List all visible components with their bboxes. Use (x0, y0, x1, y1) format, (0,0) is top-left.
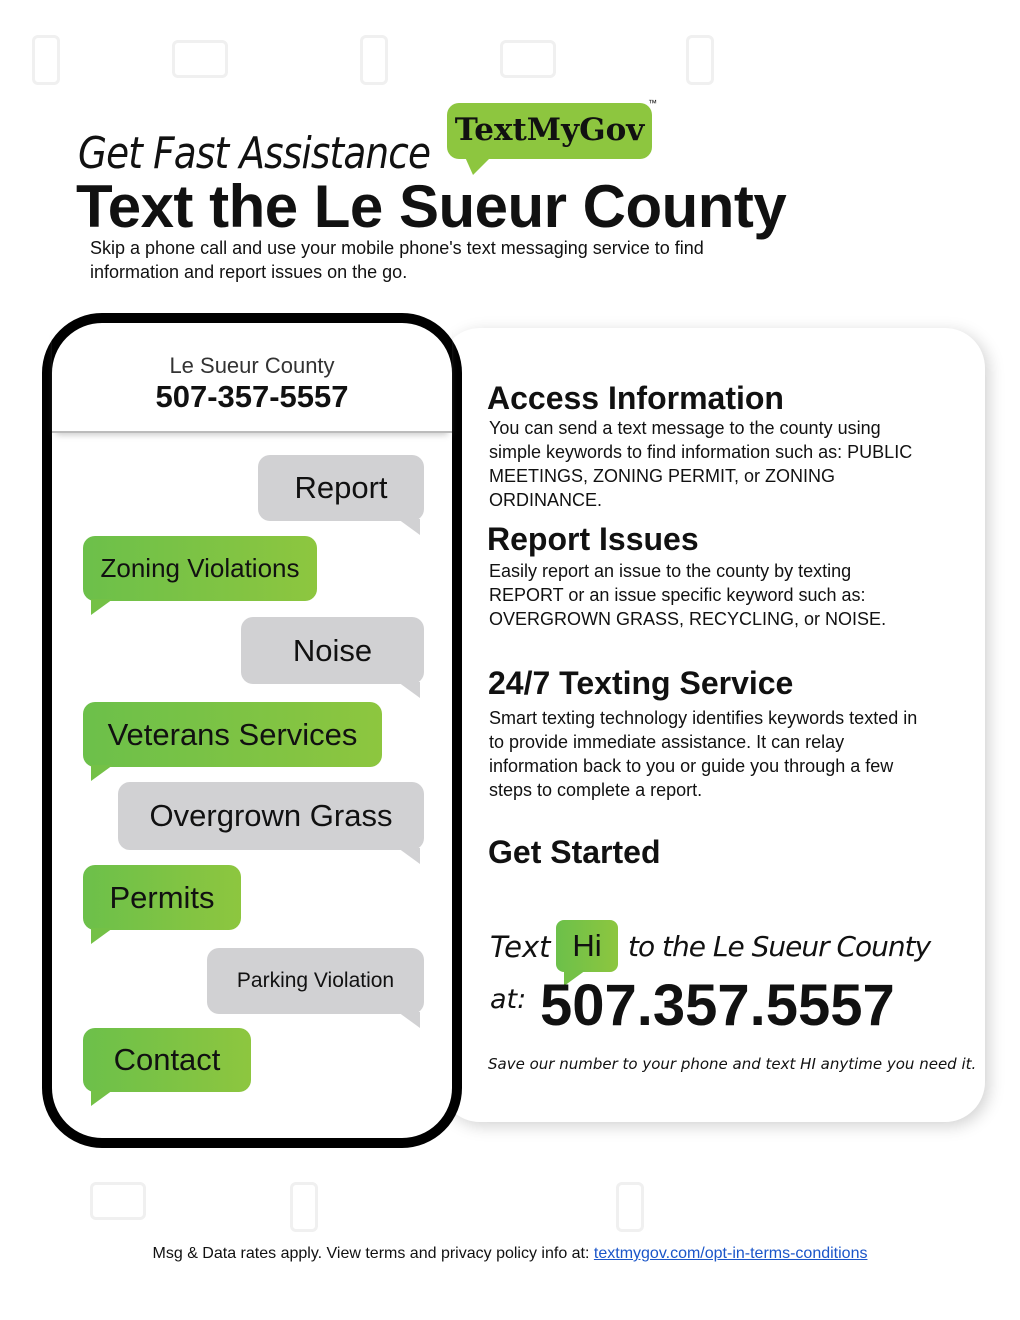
chat-bg-icon (90, 1182, 146, 1220)
bubble-parking-violation: Parking Violation (207, 948, 424, 1014)
section-title-report: Report Issues (487, 521, 699, 557)
footer (0, 1245, 1020, 1263)
chat-bg-icon (500, 40, 556, 78)
textmygov-logo: TextMyGov (447, 103, 652, 159)
phone-bg-icon (360, 35, 388, 85)
section-body-access (489, 416, 929, 512)
phone-bg-icon (686, 35, 714, 85)
phone-bg-icon (290, 1182, 318, 1232)
section-title-get-started: Get Started (488, 834, 661, 870)
chat-bg-icon (172, 40, 228, 78)
cta-rest: to the Le Sueur County (628, 930, 931, 963)
hi-bubble: Hi (556, 920, 618, 972)
tagline: Get Fast Assistance (78, 128, 431, 179)
bubble-veterans-services: Veterans Services (83, 702, 382, 767)
trademark: ™ (648, 98, 657, 108)
footer-text: Msg & Data rates apply. View terms and privacy policy info at: (152, 1245, 590, 1262)
section-title-access: Access Information (487, 380, 784, 416)
bubble-contact: Contact (83, 1028, 251, 1092)
cta-at: at: (490, 984, 527, 1015)
phone-bg-icon (32, 35, 60, 85)
access-body: You can send a text message to the county using simple keywords to find information such as: (489, 418, 881, 462)
phone-header (52, 323, 452, 433)
cta-number: 507.357.5557 (540, 973, 895, 1038)
bubble-zoning-violations: Zoning Violations (83, 536, 317, 601)
bubble-noise: Noise (241, 617, 424, 684)
intro-text: Skip a phone call and use your mobile phone's text messaging service to find information and report issues on the go. (90, 238, 704, 282)
cta-text: Text (490, 930, 551, 964)
report-body: Easily report an issue to the county by texting REPORT or an issue specific keyword such as: (489, 561, 866, 605)
bubble-permits: Permits (83, 865, 241, 930)
cta-note: Save our number to your phone and text HI anytime you need it. (488, 1055, 977, 1073)
section-body-texting: Smart texting technology identifies keywords texted in to provide immediate assistance. It can relay information back to you or guide you through a few steps to complete a report. (489, 708, 918, 800)
section-title-texting: 24/7 Texting Service (488, 665, 794, 701)
report-keywords: OVERGROWN GRASS, RECYCLING, or NOISE. (489, 609, 887, 629)
access-keywords: PUBLIC MEETINGS, ZONING PERMIT, or ZONING ORDINANCE. (489, 442, 913, 510)
bubble-report: Report (258, 455, 424, 521)
phone-bg-icon (616, 1182, 644, 1232)
page-title: Text the Le Sueur County (76, 173, 787, 240)
phone-contact-number: 507-357-5557 (155, 379, 349, 414)
phone-contact-name: Le Sueur County (169, 353, 335, 378)
terms-link[interactable]: textmygov.com/opt-in-terms-conditions (593, 1245, 868, 1262)
bubble-overgrown-grass: Overgrown Grass (118, 782, 424, 850)
section-body-report (489, 559, 929, 631)
